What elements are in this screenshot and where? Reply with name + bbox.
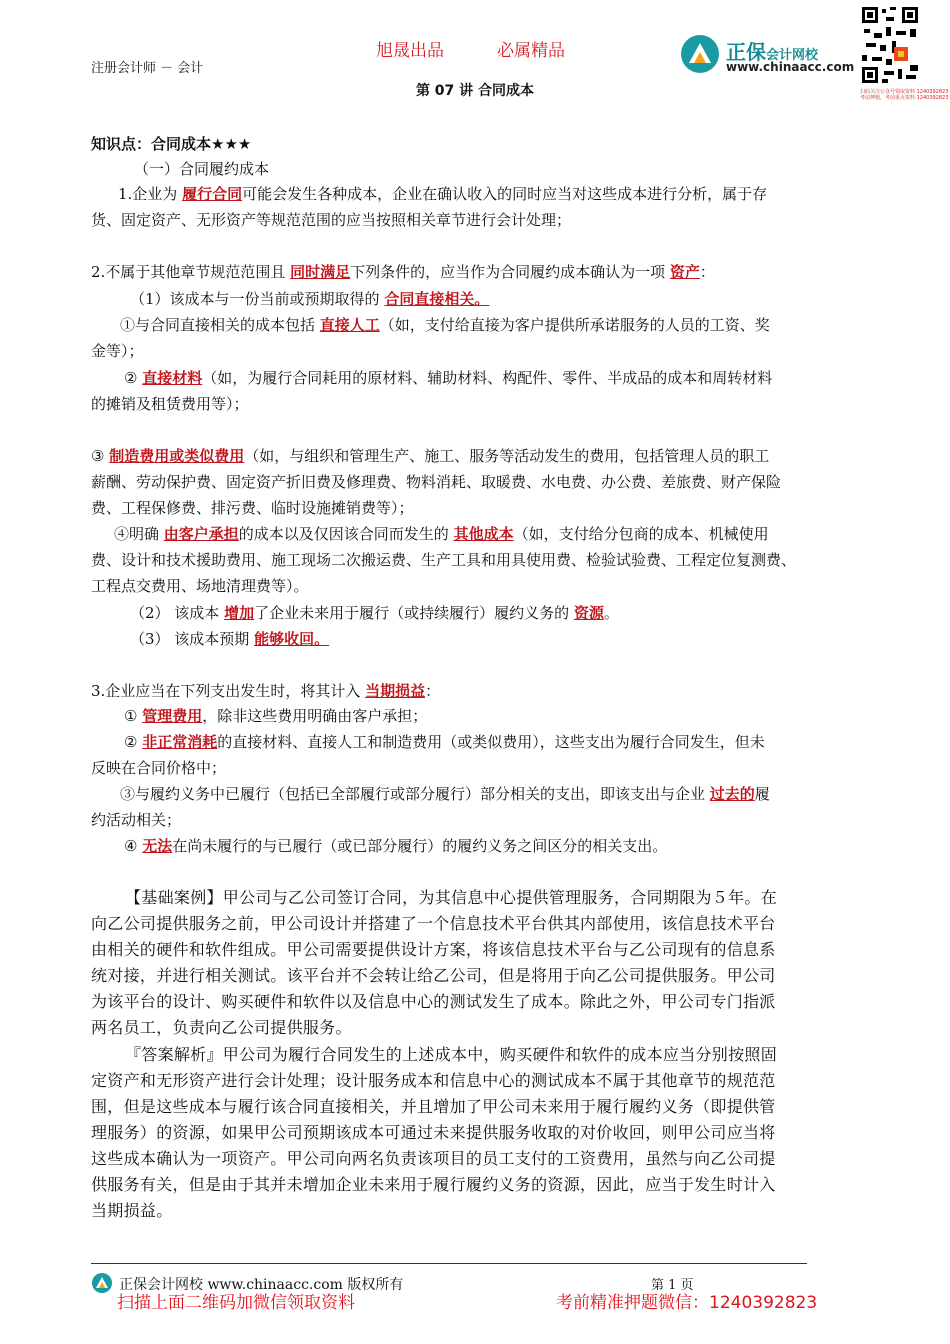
item-2-line-1: ② 直接材料（如，为履行合同耗用的原材料、辅助材料、构配件、零件、半成品的成本和周转材料: [124, 369, 773, 387]
slogan-right: 必属精品: [497, 41, 565, 61]
answer-line-4: 理服务）的资源，如果甲公司预期该成本可通过未来提供服务收取的对价收回，则甲公司应当将: [91, 1123, 776, 1142]
answer-line-3: 围，但是这些成本与履行该合同直接相关，并且增加了甲公司未来用于履行履约义务（即提供管: [91, 1097, 776, 1116]
item-3-line-3: 费、工程保修费、排污费、临时设施摊销费等）；: [91, 499, 414, 517]
keyword: 直接材料: [142, 369, 203, 387]
keyword: 其他成本: [453, 525, 514, 543]
lecture-title: 第 07 讲 合同成本: [415, 83, 535, 99]
logo-site: www.chinaacc.com: [726, 60, 855, 74]
case-line-3: 由相关的硬件和软件组成。甲公司需要提供设计方案，将该信息技术平台与乙公司现有的信息系: [91, 940, 776, 959]
page-number: 第 1 页: [651, 1278, 694, 1293]
item-3-line-1: ③ 制造费用或类似费用（如，与组织和管理生产、施工、服务等活动发生的费用，包括管理人员的职工: [91, 447, 770, 465]
keyword: 无法: [142, 837, 173, 855]
condition-3: （3） 该成本预期 能够收回。: [130, 630, 330, 648]
condition-2: （2） 该成本 增加了企业未来用于履行（或持续履行）履约义务的 资源。: [130, 604, 619, 622]
expense-2-line-1: ② 非正常消耗的直接材料、直接人工和制造费用（或类似费用），这些支出为履行合同发生，但未: [124, 733, 765, 751]
expense-3-line-1: ③与履约义务中已履行（包括已全部履行或部分履行）部分相关的支出，即该支出与企业 过去的履: [120, 785, 770, 803]
keyword: 直接人工: [319, 316, 380, 334]
slogan-left: 旭晟出品: [376, 41, 444, 61]
case-line-6: 两名员工，负责向乙公司提供服务。: [91, 1018, 352, 1037]
item-4-line-3: 工程点交费用、场地清理费等）。: [91, 577, 309, 595]
keyword: 能够收回。: [254, 630, 330, 648]
answer-line-6: 供服务有关，但是由于其并未增加企业未来用于履行履约义务的资源，因此，应当于发生时计入: [91, 1175, 776, 1194]
promo-right: 考前精准押题微信：1240392823: [556, 1293, 818, 1313]
item-4-line-1: ④明确 由客户承担的成本以及仅因该合同而发生的 其他成本（如，支付给分包商的成本、机械使用: [114, 525, 769, 543]
qr-code[interactable]: [860, 5, 949, 101]
case-line-2: 向乙公司提供服务之前，甲公司设计并搭建了一个信息技术平台供其内部使用，该信息技术平台: [91, 914, 776, 933]
footer-logo-icon: [91, 1272, 113, 1294]
answer-line-5: 这些成本确认为一项资产。甲公司向两名负责该项目的员工支付的工资费用，虽然与向乙公司提: [91, 1149, 776, 1168]
item-1-line-1: ①与合同直接相关的成本包括 直接人工（如，支付给直接为客户提供所承诺服务的人员的工资、奖: [120, 316, 770, 334]
case-line-1: 【基础案例】甲公司与乙公司签订合同，为其信息中心提供管理服务，合同期限为５年。在: [125, 888, 778, 907]
section-subtitle: （一）合同履约成本: [134, 160, 270, 178]
logo-mark-icon: [680, 34, 720, 74]
keyword: 由客户承担: [163, 525, 239, 543]
keyword: 制造费用或类似费用: [109, 447, 245, 465]
keyword: 当期损益: [365, 682, 426, 700]
item-2-line-2: 的摊销及租赁费用等）；: [91, 395, 249, 413]
promo-left: 扫描上面二维码加微信领取资料: [117, 1293, 355, 1313]
knowledge-point-title: 知识点：合同成本★★★: [91, 135, 252, 153]
keyword: 过去的: [709, 785, 755, 803]
chinaacc-logo: [680, 30, 860, 80]
footer-divider: [91, 1263, 807, 1264]
answer-line-1: 『答案解析』甲公司为履行合同发生的上述成本中，购买硬件和软件的成本应当分别按照固: [125, 1045, 778, 1064]
expense-1: ① 管理费用，除非这些费用明确由客户承担；: [124, 707, 428, 725]
expense-4: ④ 无法在尚未履行的与已履行（或已部分履行）的履约义务之间区分的相关支出。: [124, 837, 668, 855]
keyword: 管理费用: [142, 707, 203, 725]
keyword: 履行合同: [182, 185, 243, 203]
keyword: 资源: [573, 604, 604, 622]
expense-3-line-2: 约活动相关；: [91, 811, 182, 829]
answer-line-7: 当期损益。: [91, 1201, 173, 1220]
expense-2-line-2: 反映在合同价格中；: [91, 759, 227, 777]
case-line-5: 为该平台的设计、购买硬件和软件以及信息中心的测试发生了成本。除此之外，甲公司专门指派: [91, 992, 776, 1011]
case-line-4: 统对接，并进行相关测试。该平台并不会转让给乙公司，但是将用于向乙公司提供服务。甲公司: [91, 966, 776, 985]
item-3-line-2: 薪酬、劳动保护费、固定资产折旧费及修理费、物料消耗、取暖费、水电费、办公费、差旅费、财产保险: [91, 473, 782, 491]
keyword: 资产: [669, 263, 700, 281]
keyword: 合同直接相关。: [384, 290, 490, 308]
para-3-line-1: 3.企业应当在下列支出发生时，将其计入 当期损益：: [91, 682, 441, 700]
course-title: 注册会计师 － 会计: [91, 61, 204, 76]
keyword: 增加: [224, 604, 255, 622]
logo-name: 正保会计网校: [726, 40, 819, 64]
keyword: 同时满足: [290, 263, 351, 281]
para-2-line-1: 2.不属于其他章节规范范围且 同时满足下列条件的，应当作为合同履约成本确认为一项 资产：: [91, 263, 715, 281]
condition-1: （1）该成本与一份当前或预期取得的 合同直接相关。: [130, 290, 490, 308]
para-1-line-2: 货、固定资产、无形资产等规范范围的应当按照相关章节进行会计处理；: [91, 211, 572, 229]
footer-copyright: 正保会计网校 www.chinaacc.com 版权所有: [119, 1277, 404, 1293]
keyword: 非正常消耗: [142, 733, 218, 751]
qr-note: 扫码关注公众号领取资料 1240392823 考前押题，考前重点资料 1240392823: [860, 89, 949, 101]
item-4-line-2: 费、设计和技术援助费用、施工现场二次搬运费、生产工具和用具使用费、检验试验费、工程定位复测费、: [91, 551, 797, 569]
answer-line-2: 定资产和无形资产进行会计处理；设计服务成本和信息中心的测试成本不属于其他章节的规范范: [91, 1071, 776, 1090]
para-1-line-1: 1.企业为 履行合同可能会发生各种成本，企业在确认收入的同时应当对这些成本进行分析，属于存: [118, 185, 768, 203]
qr-code-icon: [860, 5, 920, 85]
item-1-line-2: 金等）；: [91, 342, 144, 360]
